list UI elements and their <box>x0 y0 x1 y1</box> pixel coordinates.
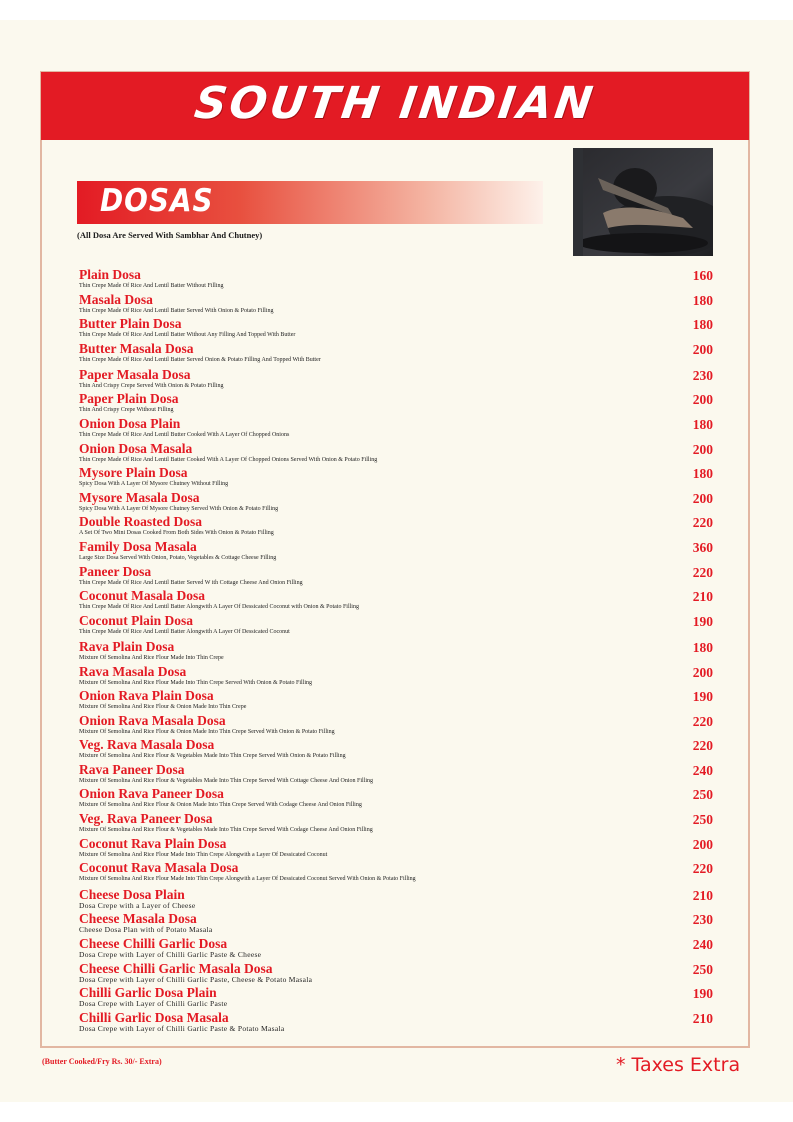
menu-item <box>79 267 719 292</box>
menu-item-description: Mixture Of Semolina And Rice Flour Made Into Thin Crepe Alongwith a Layer Of Dessicated Coconut Served With Onion & Potato Filling <box>79 876 416 883</box>
menu-item-name: Paper Masala Dosa <box>79 366 191 382</box>
menu-item <box>79 441 719 466</box>
menu-item-description: Mixture Of Semolina And Rice Flour & Onion Made Into Thin Crepe Served With Codage Cheese And Onion Filling <box>79 802 362 809</box>
menu-item-price: 200 <box>692 490 713 506</box>
menu-item-name: Onion Rava Masala Dosa <box>79 712 226 728</box>
menu-item <box>79 514 719 539</box>
menu-item-price: 200 <box>692 664 713 680</box>
butter-extra-note: (Butter Cooked/Fry Rs. 30/- Extra) <box>42 1057 162 1066</box>
menu-item-description: Thin Crepe Made Of Rice And Lentil Batter Served W ith Cottage Cheese And Onion Filling <box>79 579 303 586</box>
menu-item-name: Cheese Masala Dosa <box>79 911 197 927</box>
menu-item-price: 160 <box>692 268 713 283</box>
menu-item-price: 240 <box>692 937 713 953</box>
menu-item-price: 190 <box>692 613 713 629</box>
menu-item-name: Veg. Rava Masala Dosa <box>79 737 215 753</box>
menu-item-price: 180 <box>692 639 713 655</box>
menu-item <box>79 664 719 689</box>
menu-item <box>79 639 719 664</box>
menu-item-price: 250 <box>692 812 713 828</box>
menu-item-price: 210 <box>692 887 713 903</box>
menu-item <box>79 713 719 738</box>
menu-item <box>79 1010 719 1035</box>
menu-item <box>79 688 719 713</box>
menu-item <box>79 737 719 762</box>
menu-item <box>79 539 719 564</box>
menu-item-name: Masala Dosa <box>79 291 153 307</box>
menu-item-name: Onion Rava Plain Dosa <box>79 688 214 704</box>
menu-item-description: Dosa Crepe with Layer of Chilli Garlic Paste & Potato Masala <box>79 1023 285 1033</box>
menu-item-name: Butter Plain Dosa <box>79 316 182 332</box>
menu-item-name: Paper Plain Dosa <box>79 391 179 407</box>
menu-item <box>79 936 719 961</box>
menu-item-name: Cheese Chilli Garlic Masala Dosa <box>79 960 273 976</box>
menu-item-price: 220 <box>692 861 713 877</box>
menu-item-name: Cheese Dosa Plain <box>79 886 185 902</box>
menu-item-price: 230 <box>692 367 713 383</box>
menu-item-description: Mixture Of Semolina And Rice Flour & Vegetables Made Into Thin Crepe Served With Onion & Potato Filling <box>79 753 346 760</box>
menu-item-price: 180 <box>692 292 713 308</box>
menu-item-description: Mixture Of Semolina And Rice Flour & Onion Made Into Thin Crepe Served With Onion & Potato Filling <box>79 728 335 735</box>
menu-item <box>79 341 719 366</box>
menu-item-price: 200 <box>692 341 713 357</box>
menu-item-description: Large Size Dosa Served With Onion, Potato, Vegetables & Cottage Cheese Filling <box>79 555 277 562</box>
menu-item <box>79 588 719 613</box>
menu-item <box>79 911 719 936</box>
menu-item-price: 210 <box>692 1010 713 1026</box>
menu-item-description: Thin Crepe Made Of Rice And Lentil Batter Cooked With A Layer Of Chopped Onions Served With Onion & Potato Filling <box>79 456 378 463</box>
menu-item-price: 180 <box>692 317 713 333</box>
menu-item-price: 240 <box>692 762 713 778</box>
menu-item-name: Onion Rava Paneer Dosa <box>79 786 224 802</box>
menu-item-name: Cheese Chilli Garlic Dosa <box>79 936 228 952</box>
menu-item-description: Thin Crepe Made Of Rice And Lentil Batter Served With Onion & Potato Filling <box>79 307 274 314</box>
menu-item-description: Dosa Crepe with a Layer of Cheese <box>79 900 196 910</box>
menu-item <box>79 887 719 912</box>
menu-item-name: Mysore Masala Dosa <box>79 489 200 505</box>
menu-item-price: 190 <box>692 689 713 705</box>
menu-item-description: Dosa Crepe with Layer of Chilli Garlic Paste & Cheese <box>79 950 262 960</box>
menu-item-description: Thin Crepe Made Of Rice And Lentil Batter Alongwith A Layer Of Dessicated Coconut <box>79 628 290 635</box>
menu-item-description: Mixture Of Semolina And Rice Flour & Vegetables Made Into Thin Crepe Served With Codage Cheese And Onion Filling <box>79 827 373 834</box>
menu-item-name: Plain Dosa <box>79 267 141 282</box>
menu-item-price: 230 <box>692 912 713 928</box>
menu-item <box>79 490 719 515</box>
dosa-photo <box>573 148 713 256</box>
section-note: (All Dosa Are Served With Sambhar And Chutney) <box>77 230 263 240</box>
menu-item-name: Onion Dosa Plain <box>79 416 181 432</box>
menu-item-name: Rava Paneer Dosa <box>79 761 185 777</box>
menu-item <box>79 985 719 1010</box>
menu-item-name: Coconut Plain Dosa <box>79 612 194 628</box>
menu-item-price: 220 <box>692 564 713 580</box>
menu-item-name: Rava Masala Dosa <box>79 663 187 679</box>
menu-item <box>79 811 719 836</box>
menu-item-name: Paneer Dosa <box>79 563 152 579</box>
menu-item-name: Onion Dosa Masala <box>79 440 193 456</box>
menu-item-price: 190 <box>692 986 713 1002</box>
menu-item <box>79 613 719 638</box>
menu-item-description: Thin And Crispy Crepe Served With Onion & Potato Filling <box>79 382 224 389</box>
menu-item-description: Thin Crepe Made Of Rice And Lentil Batter Without Any Filling And Topped With Butter <box>79 332 296 339</box>
menu-item <box>79 836 719 861</box>
menu-item-description: Dosa Crepe with Layer of Chilli Garlic Paste, Cheese & Potato Masala <box>79 974 313 984</box>
menu-item-price: 220 <box>692 713 713 729</box>
menu-item-price: 220 <box>692 515 713 531</box>
menu-item <box>79 416 719 441</box>
menu-item-name: Coconut Rava Masala Dosa <box>79 860 239 876</box>
menu-item-description: Thin Crepe Made Of Rice And Lentil Butter Cooked With A Layer Of Chopped Onions <box>79 432 290 439</box>
menu-item-description: Dosa Crepe with Layer of Chilli Garlic Paste <box>79 999 228 1009</box>
menu-item-price: 210 <box>692 589 713 605</box>
taxes-note: * Taxes Extra <box>616 1054 741 1076</box>
menu-item-price: 180 <box>692 417 713 433</box>
menu-item <box>79 391 719 416</box>
menu-item-price: 360 <box>692 540 713 556</box>
menu-item-price: 220 <box>692 738 713 754</box>
menu-item-name: Veg. Rava Paneer Dosa <box>79 811 213 827</box>
menu-item-name: Mysore Plain Dosa <box>79 465 188 481</box>
menu-item-name: Coconut Rava Plain Dosa <box>79 835 227 851</box>
menu-item-price: 200 <box>692 441 713 457</box>
menu-item-description: Mixture Of Semolina And Rice Flour & Vegetables Made Into Thin Crepe Served With Cottage Cheese And Onion Filling <box>79 777 374 784</box>
menu-item-description: Thin Crepe Made Of Rice And Lentil Batter Without Filling <box>79 283 224 289</box>
menu-items-list <box>79 267 719 1034</box>
menu-item-description: Mixture Of Semolina And Rice Flour Made Into Thin Crepe Served With Onion & Potato Filling <box>79 679 313 686</box>
menu-item-description: Thin Crepe Made Of Rice And Lentil Batter Alongwith A Layer Of Dessicated Coconut with Onion & Potato Filling <box>79 604 359 611</box>
menu-item-name: Rava Plain Dosa <box>79 638 175 654</box>
menu-item <box>79 316 719 341</box>
menu-item <box>79 367 719 392</box>
menu-item <box>79 292 719 317</box>
menu-item-description: Thin And Crispy Crepe Without Filling <box>79 407 174 414</box>
menu-item-name: Double Roasted Dosa <box>79 514 203 530</box>
menu-item-description: Spicy Dosa With A Layer Of Mysore Chutney Without Filling <box>79 481 229 488</box>
menu-item <box>79 465 719 490</box>
menu-item-price: 250 <box>692 961 713 977</box>
menu-item <box>79 786 719 811</box>
menu-item-price: 200 <box>692 836 713 852</box>
menu-item-price: 250 <box>692 787 713 803</box>
menu-item-price: 180 <box>692 466 713 482</box>
menu-item-name: Butter Masala Dosa <box>79 340 194 356</box>
menu-item <box>79 762 719 787</box>
menu-item-description: Mixture Of Semolina And Rice Flour Made Into Thin Crepe Alongwith a Layer Of Dessicated Coconut <box>79 851 328 858</box>
menu-item-description: Thin Crepe Made Of Rice And Lentil Batter Served Onion & Potato Filling And Topped With Butter <box>79 356 321 363</box>
menu-item-name: Chilli Garlic Dosa Masala <box>79 1009 229 1025</box>
menu-item-description: Mixture Of Semolina And Rice Flour Made Into Thin Crepe <box>79 654 224 661</box>
menu-item-name: Chilli Garlic Dosa Plain <box>79 985 217 1001</box>
menu-item-price: 200 <box>692 392 713 408</box>
menu-item <box>79 961 719 986</box>
menu-item-description: Spicy Dosa With A Layer Of Mysore Chutney Served With Onion & Potato Filling <box>79 505 279 512</box>
menu-item-name: Family Dosa Masala <box>79 539 197 555</box>
menu-item-description: A Set Of Two Mini Dosas Cooked From Both Sides With Onion & Potato Filling <box>79 530 274 537</box>
menu-item <box>79 860 719 885</box>
menu-item <box>79 564 719 589</box>
page-title: SOUTH INDIAN <box>191 78 599 129</box>
section-title: DOSAS <box>100 183 214 219</box>
menu-item-description: Mixture Of Semolina And Rice Flour & Onion Made Into Thin Crepe <box>79 704 247 711</box>
menu-item-description: Cheese Dosa Plan with of Potato Masala <box>79 925 213 935</box>
menu-item-name: Coconut Masala Dosa <box>79 588 206 604</box>
